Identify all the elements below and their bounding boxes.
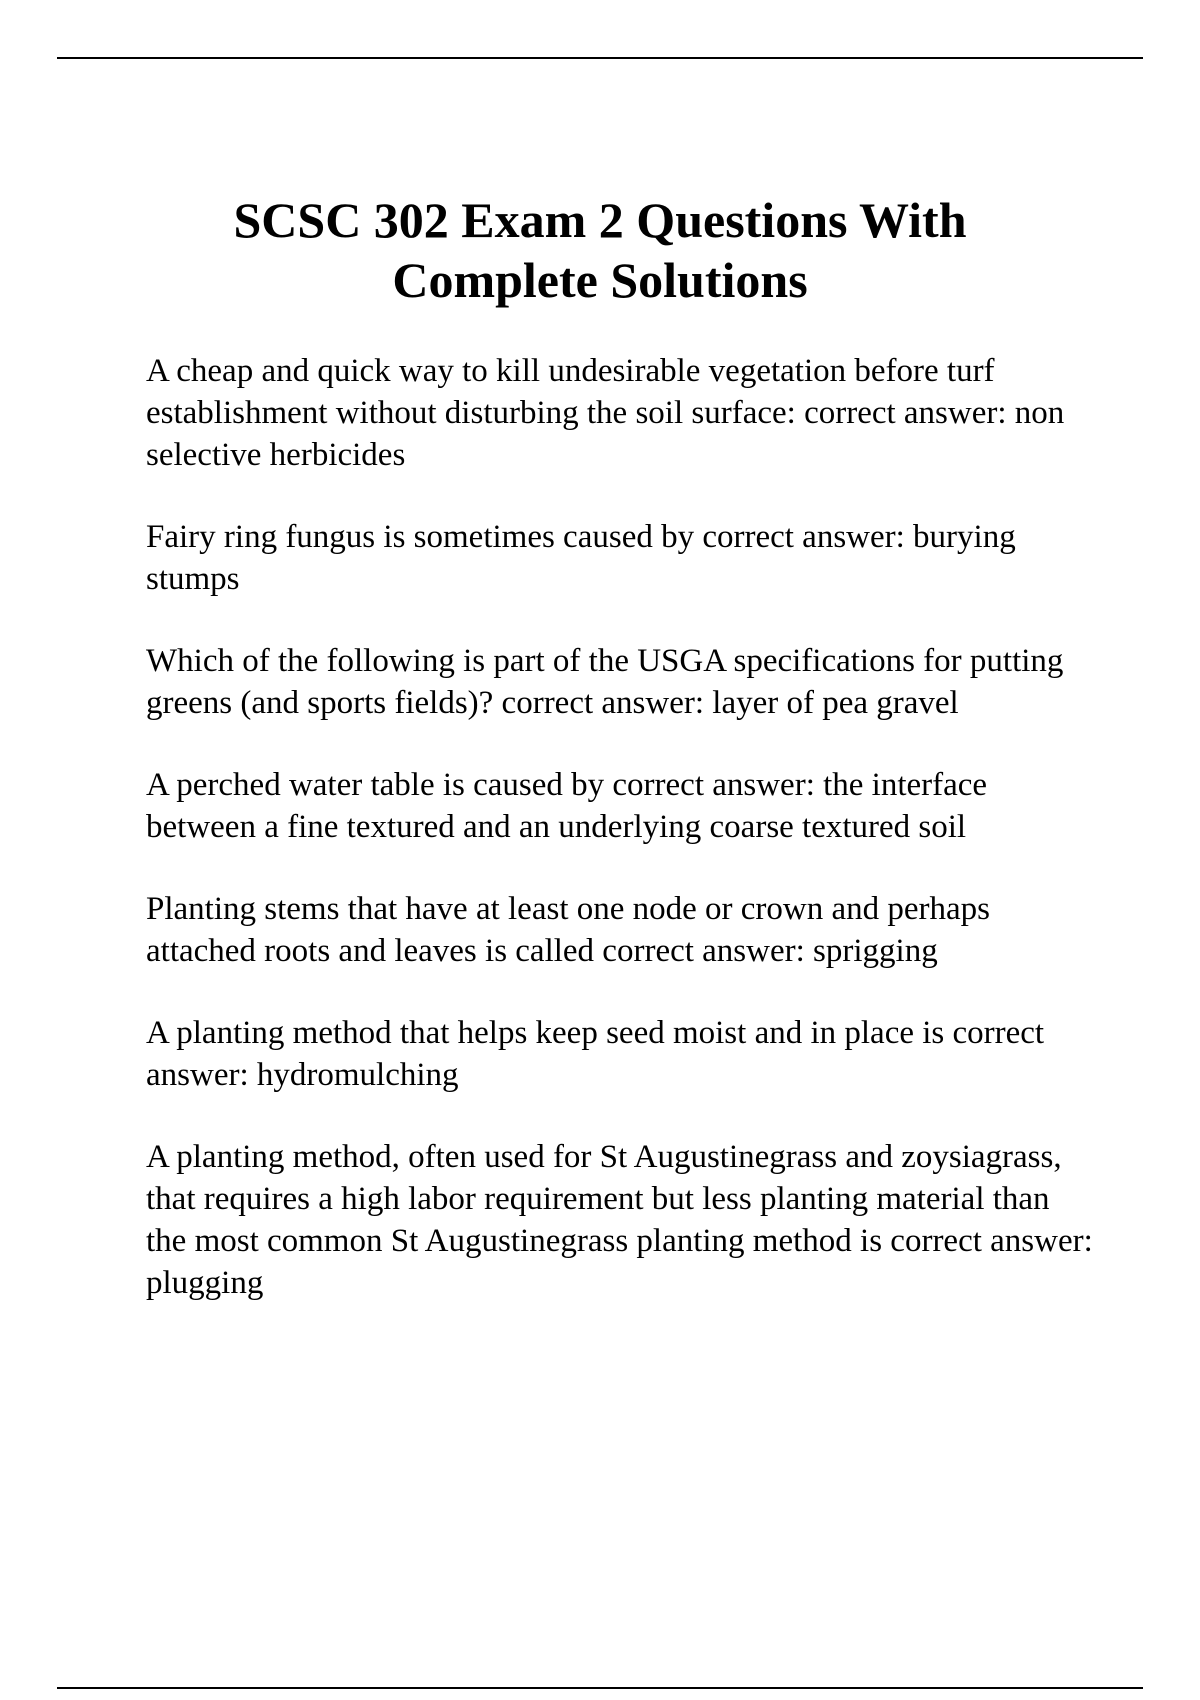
bottom-rule (57, 1687, 1143, 1689)
title-line-1: SCSC 302 Exam 2 Questions With (233, 192, 967, 248)
question-2: Fairy ring fungus is sometimes caused by correct answer: burying stumps (146, 519, 1016, 597)
question-1: A cheap and quick way to kill undesirable vegetation before turf establishment without disturbing the soil surface: correct answer: non selective herbicides (146, 353, 1065, 473)
question-6: A planting method that helps keep seed moist and in place is correct answer: hydromulching (146, 1015, 1045, 1093)
top-rule (57, 57, 1143, 59)
question-5: Planting stems that have at least one node or crown and perhaps attached roots and leaves is called correct answer: sprigging (146, 891, 991, 969)
document-title (100, 190, 1100, 310)
question-list (146, 350, 1096, 1344)
title-line-2: Complete Solutions (392, 252, 808, 308)
question-7: A planting method, often used for St Augustinegrass and zoysiagrass, that requires a high labor requirement but less planting material than the most common St Augustinegrass planting method is correct answer: plugging (146, 1139, 1093, 1301)
question-4: A perched water table is caused by correct answer: the interface between a fine textured and an underlying coarse textured soil (146, 767, 988, 845)
question-3: Which of the following is part of the USGA specifications for putting greens (and sports fields)? correct answer: layer of pea gravel (146, 643, 1064, 721)
